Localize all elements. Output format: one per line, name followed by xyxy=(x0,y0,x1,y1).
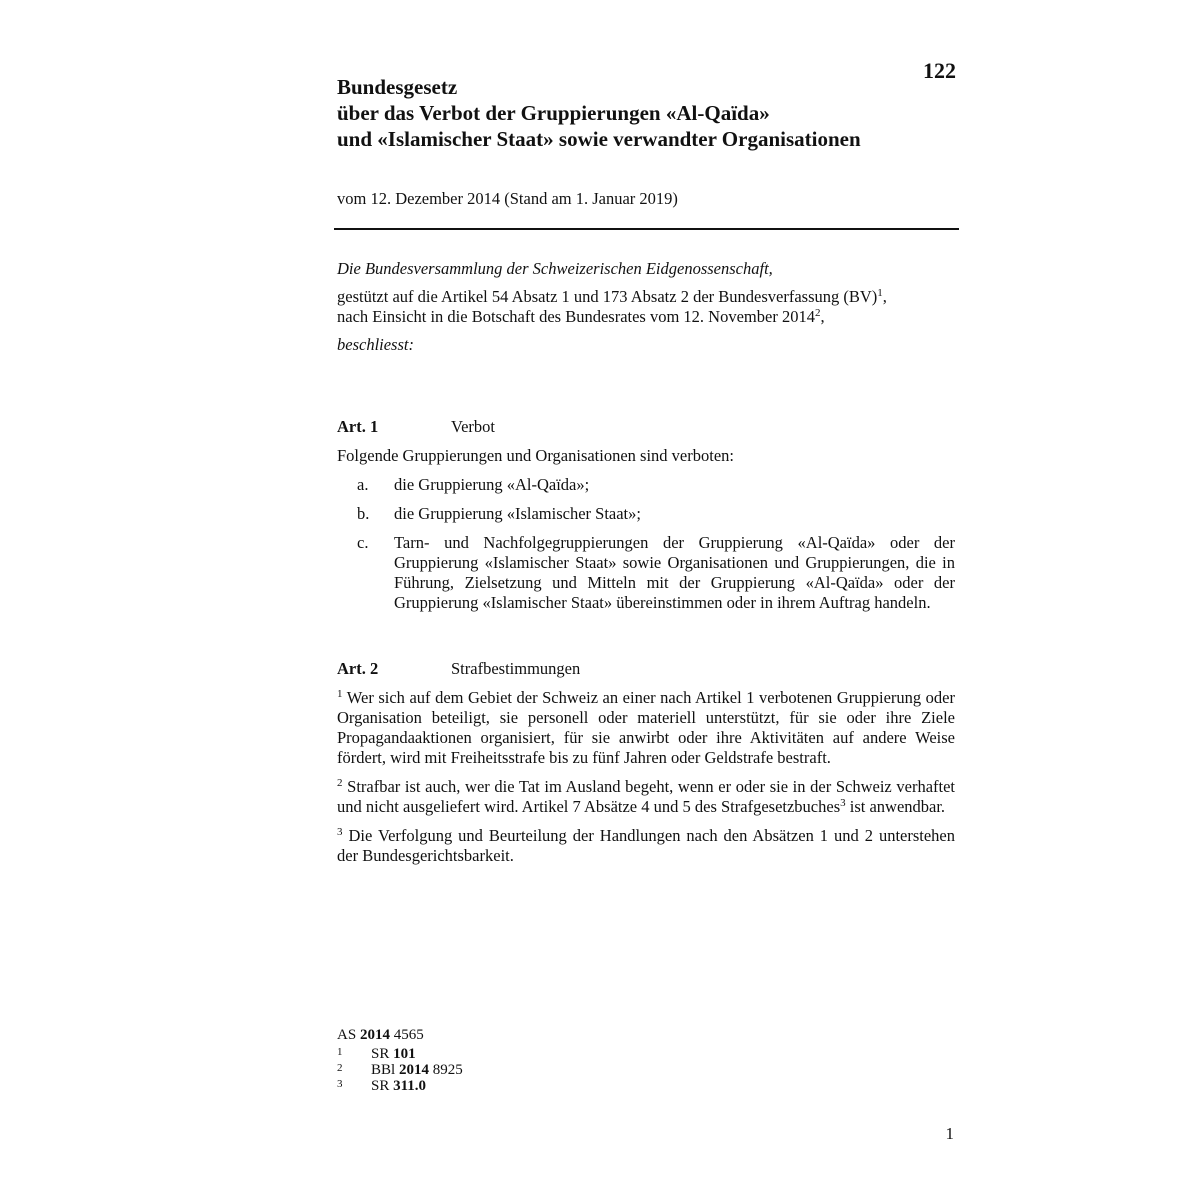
paragraph-number: 1 xyxy=(337,688,343,700)
preamble-authority: Die Bundesversammlung der Schweizerischen Eidgenossenschaft, xyxy=(337,259,773,278)
sr-number: 122 xyxy=(923,58,956,83)
official-collection-ref xyxy=(337,1027,463,1043)
article-2-paragraph-2 xyxy=(337,777,955,817)
paragraph-number: 3 xyxy=(337,826,343,838)
footnote-2 xyxy=(337,1062,463,1078)
as-year: 2014 xyxy=(359,1027,390,1043)
footnote-prefix: SR xyxy=(371,1046,394,1062)
article-1 xyxy=(337,417,955,613)
footnotes xyxy=(337,1027,463,1094)
list-text: die Gruppierung «Al-Qaïda»; xyxy=(394,475,590,494)
footnote-prefix: SR xyxy=(371,1078,394,1094)
as-page: 4565 xyxy=(389,1027,424,1043)
law-title xyxy=(337,74,962,152)
footnote-text xyxy=(371,1062,463,1078)
paragraph-number: 2 xyxy=(337,777,343,789)
list-item-b xyxy=(337,504,955,524)
title-line-2: über das Verbot der Gruppierungen «Al-Qaïda» xyxy=(337,101,770,125)
paragraph-text-end: ist anwendbar. xyxy=(845,797,946,816)
article-2-title: Strafbestimmungen xyxy=(451,659,581,678)
footnote-number: 1 xyxy=(337,1046,343,1058)
preamble-message xyxy=(337,307,957,327)
preamble-message-end: , xyxy=(820,307,825,326)
list-letter: b. xyxy=(357,504,370,523)
preamble-basis-text: gestützt auf die Artikel 54 Absatz 1 und 173 Absatz 2 der Bundesverfassung (BV) xyxy=(337,287,878,306)
preamble-message-text: nach Einsicht in die Botschaft des Bundesrates vom 12. November 2014 xyxy=(337,307,815,326)
list-text: die Gruppierung «Islamischer Staat»; xyxy=(394,504,641,523)
paragraph-text: Die Verfolgung und Beurteilung der Handlungen nach den Absätzen 1 und 2 unterstehen der Bundesgerichtsbarkeit. xyxy=(337,826,956,865)
preamble-basis xyxy=(337,287,957,307)
header-divider xyxy=(334,228,959,230)
title-line-3: und «Islamischer Staat» sowie verwandter Organisationen xyxy=(337,127,861,151)
footnote-prefix: BBl xyxy=(371,1062,399,1078)
paragraph-text: Strafbar ist auch, wer die Tat im Ausland begeht, wenn er oder sie in der Schweiz verhaftet und nicht ausgeliefert wird. Artikel 7 Absätze 4 und 5 des Strafgesetzbuches xyxy=(337,777,956,816)
as-prefix: AS xyxy=(337,1027,360,1043)
article-1-list xyxy=(337,475,955,613)
list-item-c xyxy=(337,533,955,613)
footnote-ref-3: 3 xyxy=(840,797,846,809)
footnote-ref-1: 1 xyxy=(877,287,883,299)
list-item-a xyxy=(337,475,955,495)
article-1-number: Art. 1 xyxy=(337,417,379,436)
article-1-heading xyxy=(337,417,955,437)
article-2 xyxy=(337,659,955,866)
article-1-title: Verbot xyxy=(451,417,495,436)
list-text: Tarn- und Nachfolgegruppierungen der Gruppierung «Al-Qaïda» oder der Gruppierung «Islamischer Staat» sowie Organisationen und Gruppierungen, die in Führung, Zielsetzung und Mitteln mit der Gruppierung «Al-Qaïda» oder der Gruppierung «Islamischer Staat» übereinstimmen oder in ihrem Auftrag handeln. xyxy=(394,533,955,612)
footnote-text xyxy=(371,1078,426,1094)
footnote-number: 3 xyxy=(337,1078,343,1090)
footnote-bold: 311.0 xyxy=(393,1078,427,1094)
list-letter: c. xyxy=(357,533,369,552)
title-line-1: Bundesgesetz xyxy=(337,75,458,99)
preamble xyxy=(337,259,957,355)
page-number: 1 xyxy=(945,1124,954,1143)
footnote-bold: 101 xyxy=(393,1046,416,1062)
preamble-basis-end: , xyxy=(882,287,887,306)
footnote-number: 2 xyxy=(337,1062,343,1074)
date-line: vom 12. Dezember 2014 (Stand am 1. Januar 2019) xyxy=(337,189,678,208)
footnote-bold: 2014 xyxy=(398,1062,429,1078)
footnote-1 xyxy=(337,1046,463,1062)
footnote-text xyxy=(371,1046,416,1062)
article-2-heading xyxy=(337,659,955,679)
preamble-decides: beschliesst: xyxy=(337,335,414,354)
article-2-paragraph-3 xyxy=(337,826,955,866)
paragraph-text: Wer sich auf dem Gebiet der Schweiz an einer nach Artikel 1 verbotenen Gruppierung oder Organisation beteiligt, sie personell oder materiell unterstützt, für sie oder ihre Ziele Propagandaaktionen organisiert, für sie anwirbt oder ihre Aktivitäten auf andere Weise fördert, wird mit Freiheitsstrafe bis zu fünf Jahren oder Geldstrafe bestraft. xyxy=(337,688,956,767)
article-2-number: Art. 2 xyxy=(337,659,379,678)
list-letter: a. xyxy=(357,475,369,494)
footnote-ref-2: 2 xyxy=(814,307,821,319)
footnote-suffix: 8925 xyxy=(428,1062,463,1078)
article-2-paragraph-1 xyxy=(337,688,955,768)
article-1-intro: Folgende Gruppierungen und Organisationen sind verboten: xyxy=(337,446,734,465)
footnote-3 xyxy=(337,1078,463,1094)
